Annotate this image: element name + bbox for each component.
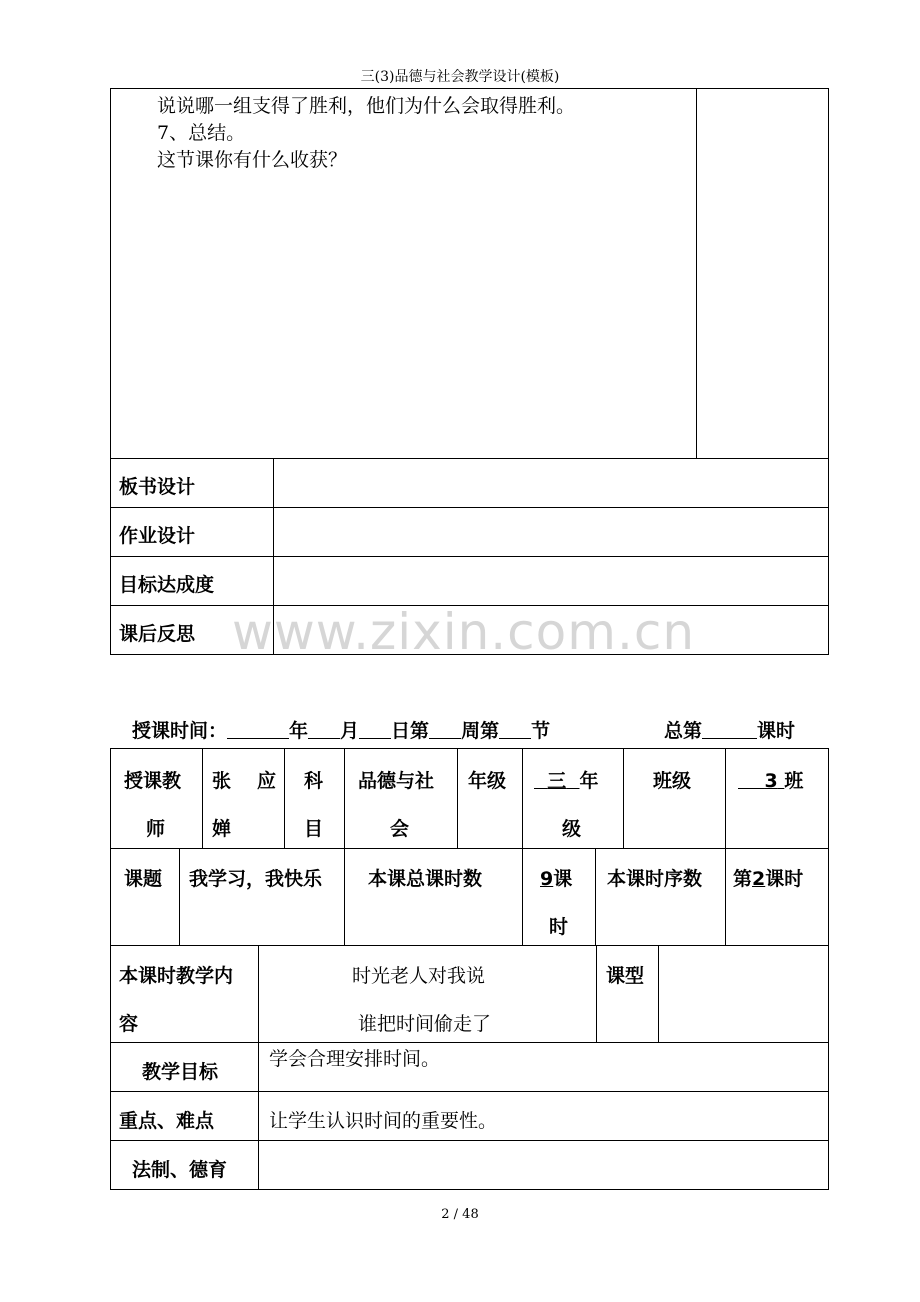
seq-prefix: 第 [733, 868, 753, 890]
topic-value: 我学习，我快乐 [189, 868, 323, 890]
info-table-vline [258, 1042, 259, 1190]
grade-value: 三 [547, 770, 567, 792]
year-blank [227, 720, 289, 739]
info-table-vline [658, 945, 659, 1043]
week-blank [429, 720, 461, 739]
info-table-vline [258, 945, 259, 1043]
content-line: 这节课你有什么收获？ [157, 149, 348, 171]
content-value: 时光老人对我说 [352, 965, 486, 987]
total-blank [702, 720, 757, 739]
info-table-vline [596, 945, 597, 1043]
row-label-goal-achievement: 目标达成度 [119, 574, 215, 596]
info-table-vline [344, 848, 345, 946]
document-header: 三(3)品德与社会教学设计(模板) [360, 69, 560, 85]
class-suffix: 班 [784, 770, 804, 792]
teacher-label-cont: 师 [146, 818, 166, 840]
topic-label: 课题 [124, 868, 163, 890]
period-blank [499, 720, 531, 739]
total-hours-line [664, 716, 795, 743]
row-label-homework-design: 作业设计 [119, 525, 196, 547]
info-table-hline [110, 848, 829, 849]
subject-label: 科 [304, 770, 324, 792]
info-table-vline [179, 848, 180, 946]
top-table-hline [110, 458, 829, 459]
top-table-hline [110, 556, 829, 557]
teacher-label: 授课教 [124, 770, 182, 792]
content-value-cont: 谁把时间偷走了 [358, 1013, 492, 1035]
total-hours-label: 本课总课时数 [368, 868, 483, 890]
class-value: 3 [764, 770, 778, 792]
month-label: 月 [340, 720, 360, 742]
info-table-vline [457, 748, 458, 849]
info-table-vline [284, 748, 285, 849]
subject-value-cont: 会 [390, 818, 410, 840]
top-table-hline [110, 507, 829, 508]
key-value: 让学生认识时间的重要性。 [269, 1110, 498, 1132]
page-number: 2 / 48 [441, 1207, 479, 1222]
total-prefix: 总第 [664, 720, 703, 742]
info-table-vline [522, 848, 523, 946]
info-table-vline [725, 748, 726, 849]
class-label: 班级 [653, 770, 692, 792]
lesson-time-line [132, 716, 550, 743]
total-hours-unit: 课 [553, 868, 573, 890]
moral-label: 法制、德育 [132, 1159, 228, 1181]
content-line: 说说哪一组支得了胜利，他们为什么会取得胜利。 [157, 95, 576, 117]
grade-value-line [534, 766, 599, 793]
seq-suffix: 课时 [765, 868, 804, 890]
goal-label: 教学目标 [142, 1061, 219, 1083]
day-blank [359, 720, 391, 739]
info-table-vline [725, 848, 726, 946]
top-table-vdivider [696, 88, 697, 459]
row-label-board-design: 板书设计 [119, 476, 196, 498]
seq-value-line [733, 864, 803, 891]
day-week-label: 日第 [391, 720, 430, 742]
subject-label-cont: 目 [304, 818, 324, 840]
total-hours-value: 9 [540, 868, 554, 890]
time-label: 授课时间： [132, 720, 228, 742]
lesson-type-label: 课型 [606, 965, 645, 987]
row-label-reflection: 课后反思 [119, 623, 196, 645]
seq-value: 2 [752, 868, 766, 890]
info-table-hline [110, 1091, 829, 1092]
period-label: 节 [531, 720, 551, 742]
goal-value: 学会合理安排时间。 [269, 1048, 441, 1070]
total-suffix: 课时 [757, 720, 796, 742]
teacher-name-cont: 婵 [212, 818, 232, 840]
info-table-vline [595, 848, 596, 946]
key-label: 重点、难点 [119, 1110, 215, 1132]
info-table-hline [110, 1042, 829, 1043]
subject-value: 品德与社 [358, 770, 435, 792]
info-table-hline [110, 945, 829, 946]
info-table-hline [110, 1140, 829, 1141]
seq-label: 本课时序数 [607, 868, 703, 890]
top-table [110, 88, 829, 655]
watermark: www.zixin.com.cn [232, 603, 696, 661]
grade-suffix-cont: 级 [562, 818, 582, 840]
info-table-vline [344, 748, 345, 849]
teacher-name: 张 应 [212, 770, 276, 792]
content-label: 本课时教学内 [119, 965, 234, 987]
grade-suffix: 年 [579, 770, 599, 792]
class-value-line [738, 766, 803, 793]
content-line: 7、总结。 [157, 122, 246, 144]
info-table-vline [522, 748, 523, 849]
total-hours-unit-cont: 时 [549, 916, 569, 938]
info-table-vline [202, 748, 203, 849]
year-label: 年 [289, 720, 309, 742]
content-label-cont: 容 [119, 1013, 139, 1035]
total-hours-value-line [540, 864, 572, 891]
info-table-vline [623, 748, 624, 849]
grade-label: 年级 [468, 770, 507, 792]
month-blank [308, 720, 340, 739]
week-label: 周第 [461, 720, 500, 742]
